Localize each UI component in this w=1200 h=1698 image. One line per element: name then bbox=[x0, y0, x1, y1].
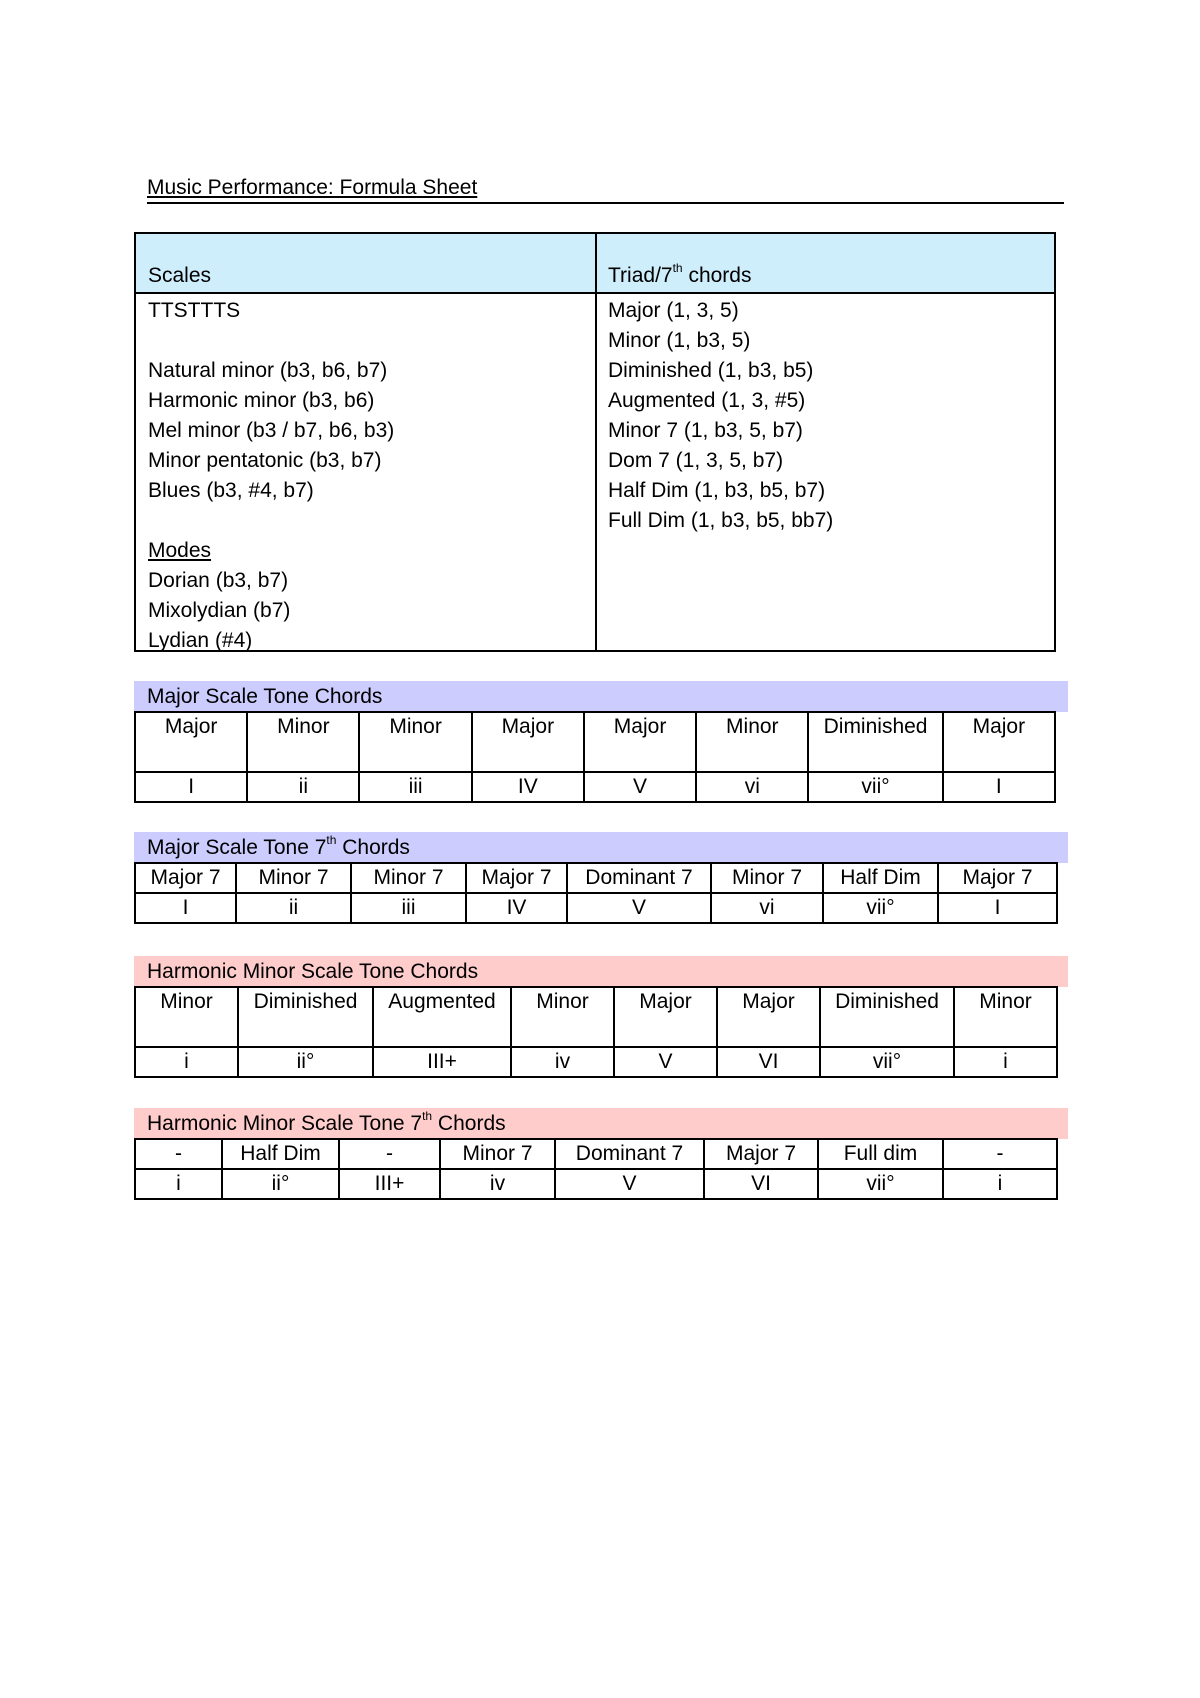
scale-item bbox=[148, 326, 394, 356]
quality-row bbox=[135, 712, 1055, 772]
numeral-cell: i bbox=[135, 1047, 238, 1077]
numeral-cell: VI bbox=[717, 1047, 820, 1077]
numeral-row bbox=[135, 1169, 1057, 1199]
page-title-text: Music Performance: Formula Sheet bbox=[147, 176, 478, 199]
quality-row bbox=[135, 1139, 1057, 1169]
major-triads-band: Major Scale Tone Chords bbox=[134, 681, 1068, 712]
scales-chords-table bbox=[134, 232, 1056, 652]
harmonic-sevenths-table bbox=[134, 1138, 1058, 1200]
quality-cell: Major bbox=[584, 712, 696, 772]
major-sevenths-suffix: Chords bbox=[336, 836, 410, 859]
chord-item: Major (1, 3, 5) bbox=[608, 299, 739, 322]
scales-column bbox=[148, 296, 394, 656]
mode-item: Lydian (#4) bbox=[148, 629, 253, 652]
quality-cell: Minor bbox=[359, 712, 471, 772]
quality-cell: Minor 7 bbox=[440, 1139, 555, 1169]
harmonic-triads-table bbox=[134, 986, 1058, 1078]
chords-column bbox=[608, 296, 833, 536]
numeral-cell: i bbox=[135, 1169, 222, 1199]
numeral-cell: IV bbox=[466, 893, 567, 923]
harmonic-sevenths-band bbox=[134, 1108, 1068, 1139]
quality-cell: Minor bbox=[135, 987, 238, 1047]
quality-cell: - bbox=[943, 1139, 1057, 1169]
harmonic-sevenths-suffix: Chords bbox=[432, 1112, 506, 1135]
quality-cell: - bbox=[339, 1139, 440, 1169]
scale-item: TTSTTTS bbox=[148, 299, 241, 322]
quality-cell: Major bbox=[614, 987, 717, 1047]
numeral-cell: vii° bbox=[823, 893, 938, 923]
chords-header bbox=[608, 262, 751, 290]
quality-cell: Minor bbox=[511, 987, 614, 1047]
chord-item: Dom 7 (1, 3, 5, b7) bbox=[608, 449, 784, 472]
harmonic-triads-band: Harmonic Minor Scale Tone Chords bbox=[134, 956, 1068, 987]
numeral-cell: ii bbox=[247, 772, 359, 802]
numeral-cell: ii bbox=[236, 893, 351, 923]
chord-item: Minor (1, b3, 5) bbox=[608, 329, 751, 352]
numeral-cell: iv bbox=[440, 1169, 555, 1199]
quality-cell: - bbox=[135, 1139, 222, 1169]
numeral-cell: III+ bbox=[373, 1047, 511, 1077]
major-sevenths-title: Major Scale Tone 7 bbox=[147, 836, 327, 859]
numeral-cell: iv bbox=[511, 1047, 614, 1077]
numeral-cell: vi bbox=[696, 772, 808, 802]
quality-cell: Minor 7 bbox=[711, 863, 823, 893]
mode-item: Dorian (b3, b7) bbox=[148, 569, 289, 592]
quality-cell: Major 7 bbox=[466, 863, 567, 893]
quality-cell: Half Dim bbox=[823, 863, 938, 893]
harmonic-sevenths-sup: th bbox=[422, 1109, 433, 1123]
numeral-cell: ii° bbox=[222, 1169, 339, 1199]
quality-cell: Diminished bbox=[820, 987, 954, 1047]
quality-cell: Minor bbox=[696, 712, 808, 772]
chord-item: Augmented (1, 3, #5) bbox=[608, 389, 806, 412]
quality-cell: Major bbox=[135, 712, 247, 772]
scale-item: Harmonic minor (b3, b6) bbox=[148, 389, 375, 412]
numeral-cell: I bbox=[135, 772, 247, 802]
quality-cell: Major bbox=[472, 712, 584, 772]
quality-row bbox=[135, 863, 1057, 893]
quality-cell: Diminished bbox=[238, 987, 373, 1047]
numeral-cell: V bbox=[614, 1047, 717, 1077]
numeral-row bbox=[135, 772, 1055, 802]
harmonic-sevenths-title: Harmonic Minor Scale Tone 7 bbox=[147, 1112, 423, 1135]
numeral-cell: I bbox=[938, 893, 1057, 923]
major-triads-table bbox=[134, 711, 1056, 803]
numeral-cell: V bbox=[584, 772, 696, 802]
numeral-cell: III+ bbox=[339, 1169, 440, 1199]
scale-item: Blues (b3, #4, b7) bbox=[148, 479, 314, 502]
quality-cell: Augmented bbox=[373, 987, 511, 1047]
numeral-cell: vi bbox=[711, 893, 823, 923]
quality-cell: Major 7 bbox=[135, 863, 236, 893]
numeral-cell: V bbox=[567, 893, 711, 923]
quality-cell: Dominant 7 bbox=[567, 863, 711, 893]
scale-item bbox=[148, 506, 394, 536]
numeral-cell: i bbox=[943, 1169, 1057, 1199]
quality-row bbox=[135, 987, 1057, 1047]
numeral-cell: iii bbox=[351, 893, 466, 923]
chord-item: Full Dim (1, b3, b5, bb7) bbox=[608, 509, 834, 532]
chord-item: Diminished (1, b3, b5) bbox=[608, 359, 814, 382]
quality-cell: Diminished bbox=[808, 712, 942, 772]
quality-cell: Minor bbox=[954, 987, 1057, 1047]
numeral-cell: vii° bbox=[808, 772, 942, 802]
numeral-cell: vii° bbox=[818, 1169, 943, 1199]
numeral-cell: vii° bbox=[820, 1047, 954, 1077]
quality-cell: Major bbox=[943, 712, 1055, 772]
quality-cell: Minor bbox=[247, 712, 359, 772]
quality-cell: Full dim bbox=[818, 1139, 943, 1169]
scale-item: Minor pentatonic (b3, b7) bbox=[148, 449, 382, 472]
numeral-row bbox=[135, 893, 1057, 923]
chords-header-sup: th bbox=[672, 261, 683, 275]
chord-item: Minor 7 (1, b3, 5, b7) bbox=[608, 419, 803, 442]
scale-item: Mel minor (b3 / b7, b6, b3) bbox=[148, 419, 395, 442]
column-divider bbox=[595, 234, 597, 650]
quality-cell: Minor 7 bbox=[351, 863, 466, 893]
numeral-cell: I bbox=[135, 893, 236, 923]
scales-header: Scales bbox=[148, 264, 212, 287]
numeral-row bbox=[135, 1047, 1057, 1077]
chord-item: Half Dim (1, b3, b5, b7) bbox=[608, 479, 826, 502]
major-sevenths-sup: th bbox=[326, 833, 337, 847]
quality-cell: Major 7 bbox=[704, 1139, 818, 1169]
major-sevenths-band bbox=[134, 832, 1068, 863]
page-title bbox=[147, 174, 1064, 204]
modes-heading: Modes bbox=[148, 539, 212, 562]
numeral-cell: IV bbox=[472, 772, 584, 802]
scale-item: Natural minor (b3, b6, b7) bbox=[148, 359, 388, 382]
numeral-cell: V bbox=[555, 1169, 704, 1199]
numeral-cell: I bbox=[943, 772, 1055, 802]
quality-cell: Major bbox=[717, 987, 820, 1047]
numeral-cell: ii° bbox=[238, 1047, 373, 1077]
chords-header-text: Triad/7 bbox=[608, 264, 673, 287]
chords-header-suffix: chords bbox=[682, 264, 752, 287]
quality-cell: Minor 7 bbox=[236, 863, 351, 893]
numeral-cell: VI bbox=[704, 1169, 818, 1199]
numeral-cell: i bbox=[954, 1047, 1057, 1077]
major-sevenths-table bbox=[134, 862, 1058, 924]
quality-cell: Dominant 7 bbox=[555, 1139, 704, 1169]
quality-cell: Major 7 bbox=[938, 863, 1057, 893]
numeral-cell: iii bbox=[359, 772, 471, 802]
quality-cell: Half Dim bbox=[222, 1139, 339, 1169]
mode-item: Mixolydian (b7) bbox=[148, 599, 291, 622]
